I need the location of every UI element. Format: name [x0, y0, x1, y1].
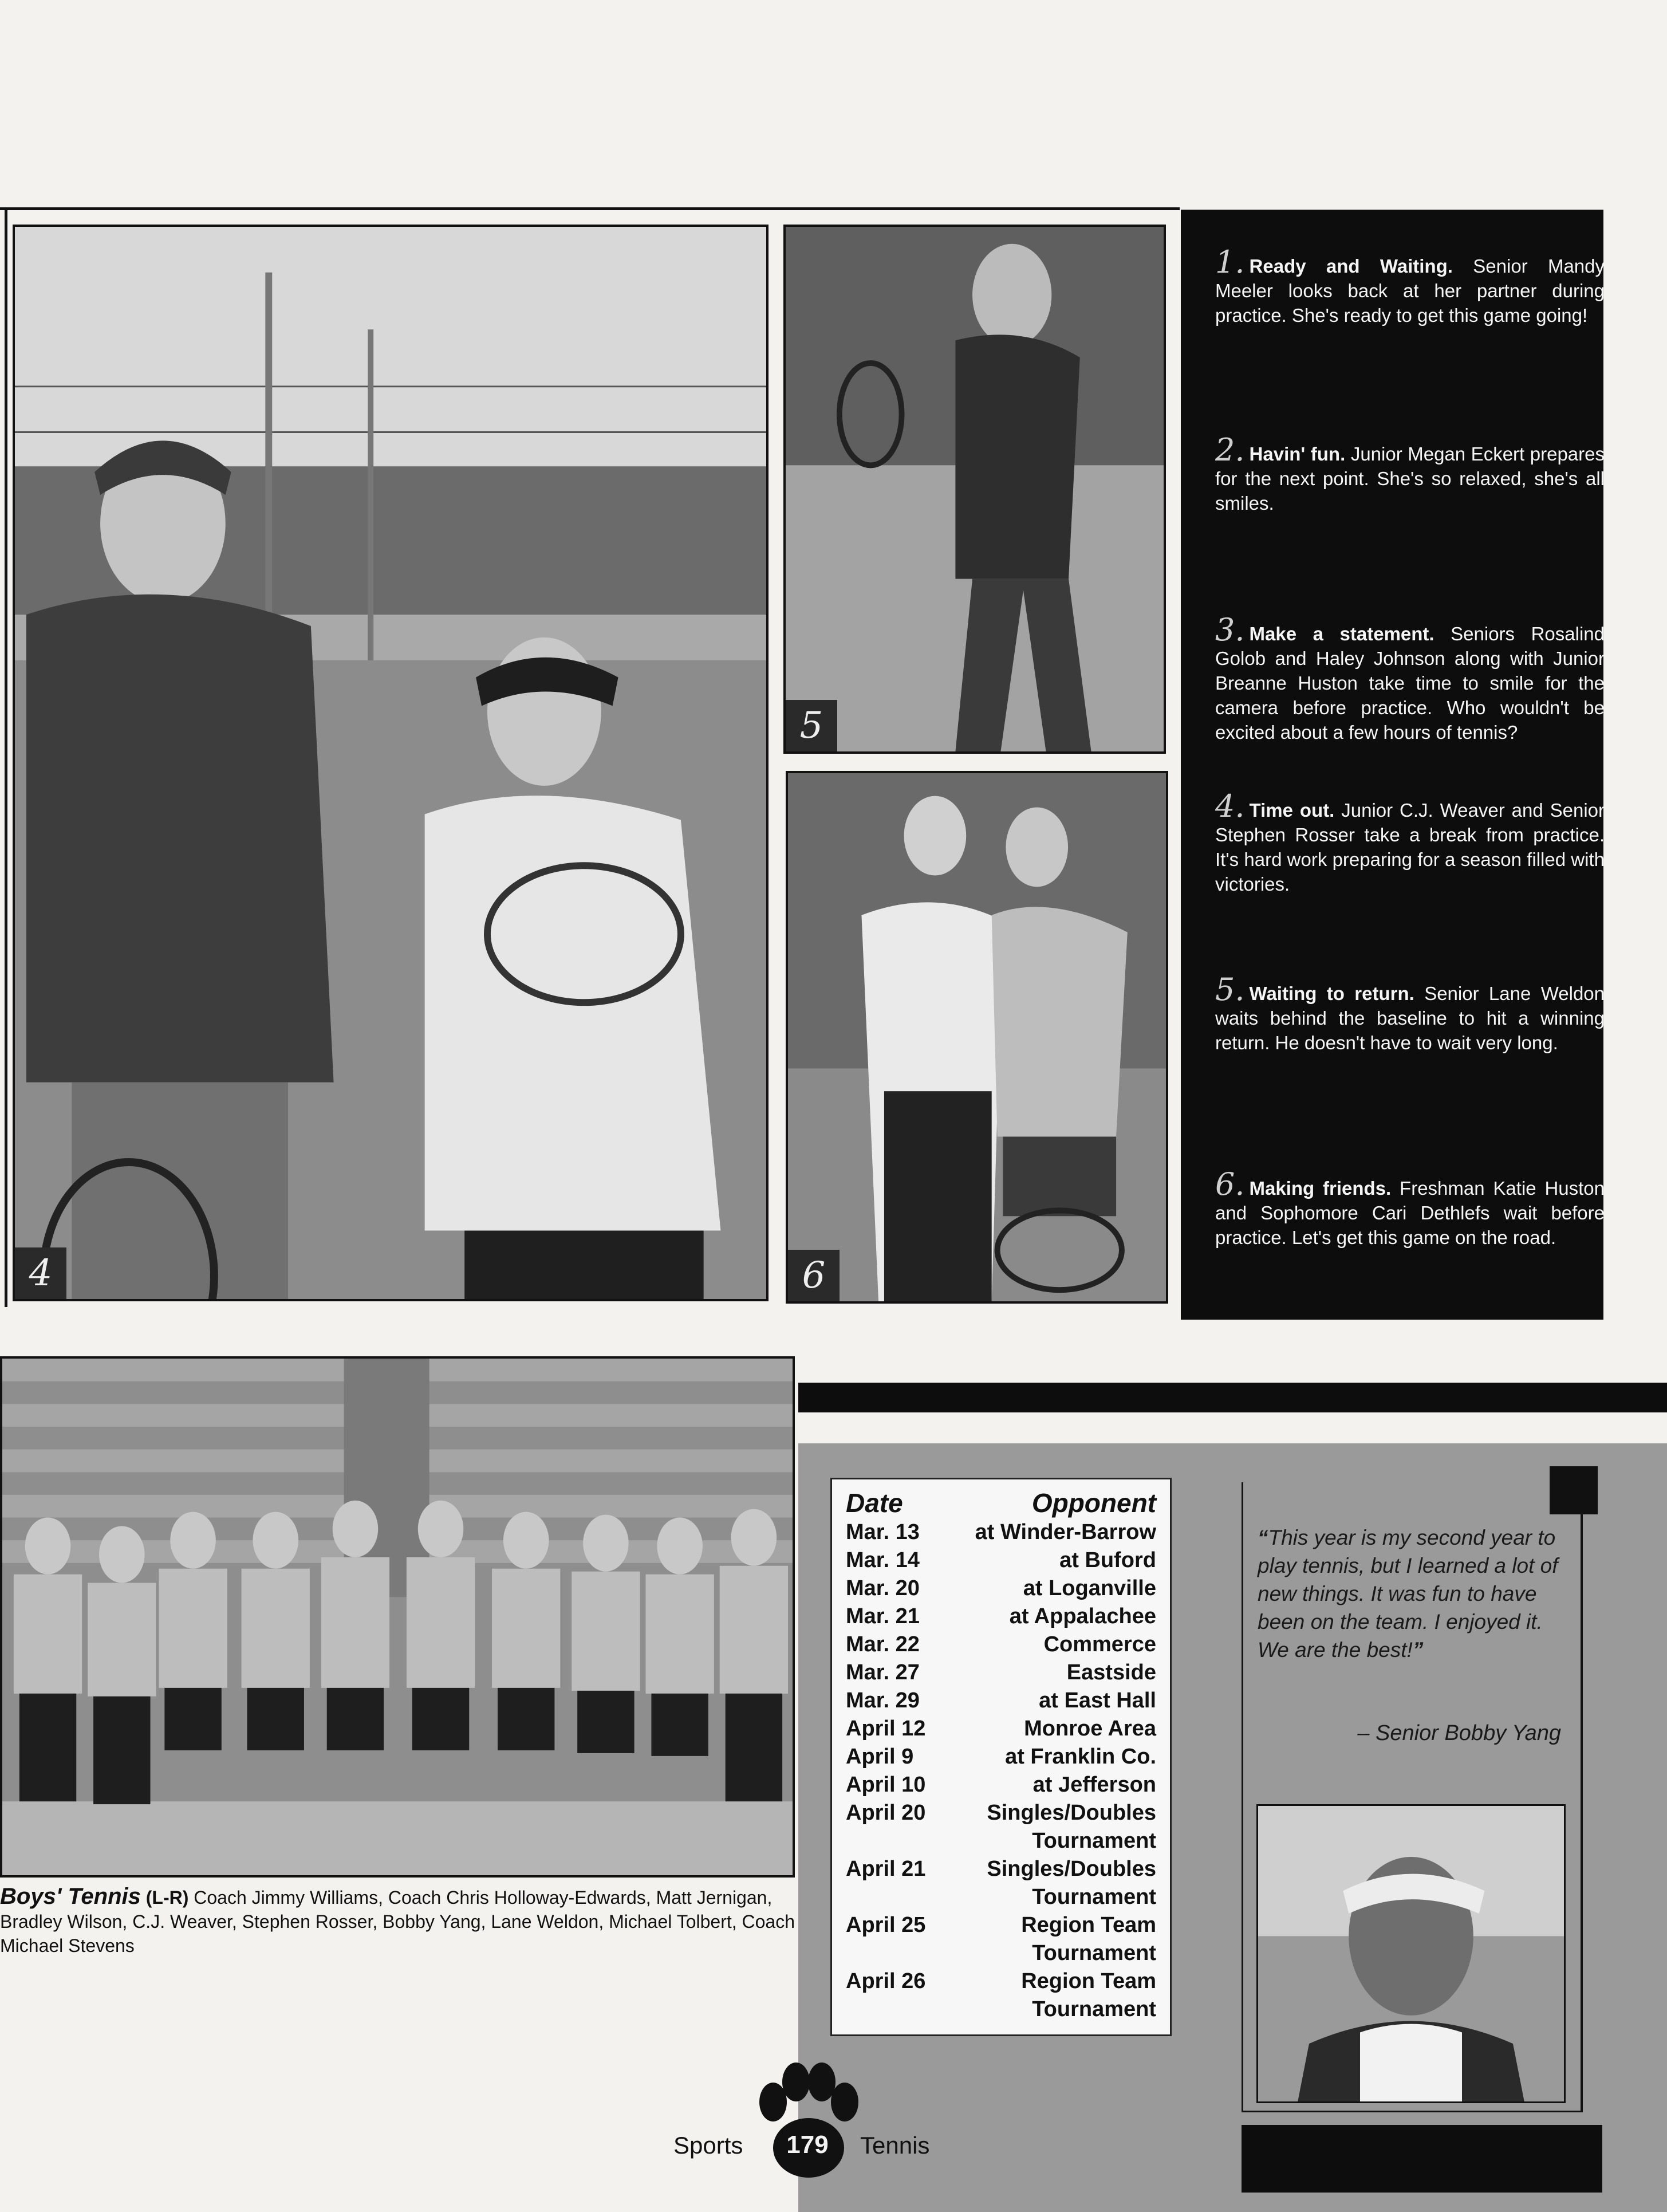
schedule-opponent: Eastside [1066, 1660, 1156, 1684]
schedule-opponent: at Winder-Barrow [975, 1520, 1156, 1544]
team-caption-title: Boys' Tennis [0, 1884, 141, 1909]
schedule-row [846, 1883, 1156, 1911]
caption-title: Ready and Waiting. [1249, 255, 1453, 277]
photo-number-label: 5 [786, 700, 837, 751]
caption-title: Making friends. [1249, 1178, 1392, 1199]
quote-corner-square [1550, 1466, 1598, 1514]
caption-text: Junior Megan Eckert prepares for the next point. She's so relaxed, she's all smiles. [1215, 443, 1605, 514]
caption-text: Junior C.J. Weaver and Senior Stephen Rosser take a break from practice. It's hard work preparing for a season filled with victories. [1215, 800, 1605, 895]
portrait-photo [1256, 1804, 1566, 2103]
schedule-row [846, 1743, 1156, 1771]
schedule-date: Mar. 13 [846, 1520, 920, 1544]
photo-4-players [13, 225, 769, 1301]
footer-page-number: 179 [786, 2131, 829, 2159]
schedule-date: Mar. 22 [846, 1632, 920, 1656]
schedule-row [846, 1911, 1156, 1939]
schedule-date: Mar. 20 [846, 1576, 920, 1600]
footer-left-label: Sports [673, 2132, 743, 2159]
schedule-opponent: Tournament [1032, 1997, 1156, 2021]
schedule-row [846, 1967, 1156, 1995]
caption-4 [1215, 788, 1605, 896]
caption-title: Waiting to return. [1249, 983, 1414, 1004]
schedule-row [846, 1771, 1156, 1799]
caption-1 [1215, 244, 1605, 328]
quote-text [1258, 1524, 1567, 1664]
schedule-opponent: at East Hall [1039, 1688, 1156, 1713]
schedule-table [830, 1478, 1172, 2036]
schedule-date: Mar. 14 [846, 1548, 920, 1572]
schedule-date: Mar. 29 [846, 1688, 920, 1713]
schedule-date-header: Date [846, 1488, 903, 1518]
schedule-row [846, 1546, 1156, 1575]
caption-number: 3. [1215, 612, 1245, 648]
schedule-row [846, 1827, 1156, 1855]
caption-2 [1215, 432, 1605, 515]
schedule-opponent: Monroe Area [1024, 1717, 1156, 1741]
schedule-row [846, 1715, 1156, 1743]
footer-right-label: Tennis [860, 2132, 930, 2159]
schedule-row [846, 1518, 1156, 1546]
caption-number: 6. [1215, 1166, 1245, 1202]
schedule-opponent: Singles/Doubles [987, 1801, 1156, 1825]
schedule-opponent: at Buford [1059, 1548, 1156, 1572]
schedule-opponent: Tournament [1032, 1941, 1156, 1965]
caption-number: 4. [1215, 788, 1245, 824]
schedule-row [846, 1855, 1156, 1883]
team-photo [0, 1356, 795, 1878]
schedule-row [846, 1575, 1156, 1603]
schedule-date: Mar. 21 [846, 1604, 920, 1628]
caption-number: 1. [1215, 244, 1245, 280]
quote-bottom-bar [1242, 2125, 1602, 2193]
schedule-date [846, 1827, 966, 1855]
schedule-opponent: Tournament [1032, 1829, 1156, 1853]
schedule-date [846, 1995, 966, 2024]
caption-number: 5. [1215, 971, 1245, 1007]
photo-6-friends [786, 771, 1168, 1304]
caption-3 [1215, 612, 1605, 745]
paw-print-icon [750, 2062, 865, 2188]
schedule-row [846, 1939, 1156, 1967]
caption-6 [1215, 1166, 1605, 1250]
schedule-row [846, 1995, 1156, 2024]
photo-number-label: 6 [788, 1250, 840, 1301]
schedule-opponent: at Franklin Co. [1005, 1745, 1156, 1769]
schedule-opponent: at Loganville [1023, 1576, 1156, 1600]
team-caption [0, 1884, 802, 1958]
quote-body: This year is my second year to play tennis, but I learned a lot of new things. It was fun to have been on the team. I enjoyed it. We are the best! [1258, 1526, 1558, 1662]
quote-attribution: – Senior Bobby Yang [1357, 1721, 1561, 1745]
schedule-row [846, 1603, 1156, 1631]
quote-open-mark: “ [1258, 1526, 1268, 1549]
schedule-date: April 26 [846, 1969, 926, 1993]
caption-title: Havin' fun. [1249, 443, 1346, 465]
schedule-opponent: Commerce [1043, 1632, 1156, 1656]
caption-5 [1215, 971, 1605, 1055]
schedule-row [846, 1631, 1156, 1659]
top-border-line [0, 207, 1180, 210]
schedule-opponent: Tournament [1032, 1885, 1156, 1909]
schedule-opponent: Singles/Doubles [987, 1857, 1156, 1881]
schedule-row [846, 1687, 1156, 1715]
schedule-opponent: at Jefferson [1032, 1773, 1156, 1797]
black-header-bar [798, 1383, 1667, 1412]
caption-title: Make a statement. [1249, 623, 1435, 644]
photo-5-player [783, 225, 1166, 754]
quote-close-mark: ” [1412, 1638, 1424, 1662]
photo-number-label: 4 [15, 1247, 66, 1299]
schedule-opponent: at Appalachee [1009, 1604, 1156, 1628]
team-caption-order: (L-R) [145, 1887, 189, 1908]
caption-text: Seniors Rosalind Golob and Haley Johnson along with Junior Breanne Huston take time to smile for the camera before practice. Who wouldn't be excited about a few hours of tennis? [1215, 623, 1605, 743]
schedule-opponent: Region Team [1021, 1969, 1156, 1993]
quote-box-right-border [1581, 1482, 1583, 2112]
team-caption-names: Coach Jimmy Williams, Coach Chris Holloway-Edwards, Matt Jernigan, Bradley Wilson, C.J. Weaver, Stephen Rosser, Bobby Yang, Lane Weldon, Michael Tolbert, Coach Michael Stevens [0, 1887, 795, 1956]
schedule-row [846, 1799, 1156, 1827]
schedule-date: April 25 [846, 1913, 926, 1937]
schedule-date: Mar. 27 [846, 1660, 920, 1684]
schedule-date: April 21 [846, 1857, 926, 1881]
schedule-header [846, 1487, 1156, 1518]
schedule-date: April 20 [846, 1801, 926, 1825]
schedule-date: April 10 [846, 1773, 926, 1797]
caption-text: Senior Mandy Meeler looks back at her partner during practice. She's ready to get this game going! [1215, 255, 1605, 326]
schedule-date [846, 1939, 966, 1967]
schedule-row [846, 1659, 1156, 1687]
caption-text: Freshman Katie Huston and Sophomore Cari Dethlefs wait before practice. Let's get this game on the road. [1215, 1178, 1605, 1248]
caption-title: Time out. [1249, 800, 1335, 821]
left-border-line [5, 207, 7, 1307]
caption-number: 2. [1215, 432, 1245, 468]
schedule-date: April 9 [846, 1745, 914, 1769]
caption-text: Senior Lane Weldon waits behind the baseline to hit a winning return. He doesn't have to wait very long. [1215, 983, 1605, 1053]
schedule-opponent: Region Team [1021, 1913, 1156, 1937]
schedule-date: April 12 [846, 1717, 926, 1741]
schedule-opponent-header: Opponent [1031, 1488, 1156, 1518]
captions-panel [1181, 210, 1603, 1320]
schedule-date [846, 1883, 966, 1911]
